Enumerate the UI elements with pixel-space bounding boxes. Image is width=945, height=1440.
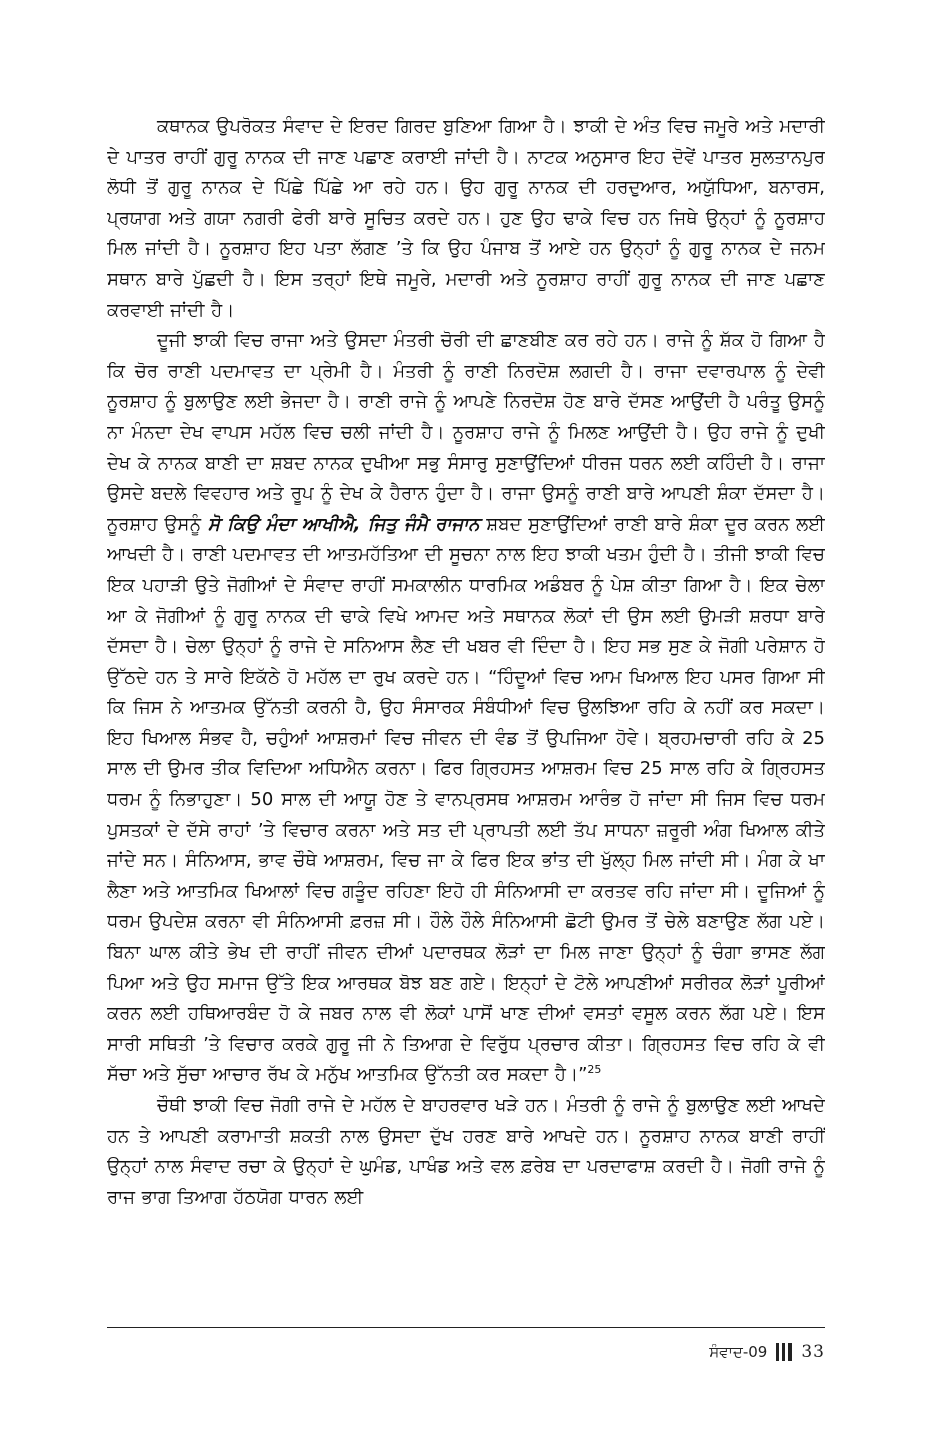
paragraph-3: ਚੌਥੀ ਝਾਕੀ ਵਿਚ ਜੋਗੀ ਰਾਜੇ ਦੇ ਮਹੱਲ ਦੇ ਬਾਹਰਵਾਰ ਖੜੇ ਹਨ। ਮੰਤਰੀ ਨੂੰ ਰਾਜੇ ਨੂੰ ਬੁਲਾਉਣ ਲਈ ਆਖਦੇ ਹਨ ਤੇ ਆਪਣੀ ਕਰਾਮਾਤੀ ਸ਼ਕਤੀ ਨਾਲ ਉਸਦਾ ਦੁੱਖ ਹਰਣ ਬਾਰੇ ਆਖਦੇ ਹਨ। ਨੂਰਸ਼ਾਹ ਨਾਨਕ ਬਾਣੀ ਰਾਹੀਂ ਉਨ੍ਹਾਂ ਨਾਲ ਸੰਵਾਦ ਰਚਾ ਕੇ ਉਨ੍ਹਾਂ ਦੇ ਘੁਮੰਡ, ਪਾਖੰਡ ਅਤੇ ਵਲ ਫ਼ਰੇਬ ਦਾ ਪਰਦਾਫਾਸ਼ ਕਰਦੀ ਹੈ। ਜੋਗੀ ਰਾਜੇ ਨੂੰ ਰਾਜ ਭਾਗ ਤਿਆਗ ਹੱਠਯੋਗ ਧਾਰਨ ਲਈ	[107, 1095, 825, 1208]
gurbani-quote: ਸੋ ਕਿਉ ਮੰਦਾ ਆਖੀਐ, ਜਿਤੁ ਜੰਮੈ ਰਾਜਾਨ	[207, 513, 480, 535]
bars-ornament-icon	[776, 1343, 792, 1361]
footnote-reference: 25	[587, 1063, 602, 1077]
page-footer	[709, 1340, 825, 1364]
paragraph-2-text-after: ਸ਼ਬਦ ਸੁਣਾਉਂਦਿਆਂ ਰਾਣੀ ਬਾਰੇ ਸ਼ੰਕਾ ਦੂਰ ਕਰਨ ਲਈ ਆਖਦੀ ਹੈ। ਰਾਣੀ ਪਦਮਾਵਤ ਦੀ ਆਤਮਹੱਤਿਆ ਦੀ ਸੂਚਨਾ ਨਾਲ ਇਹ ਝਾਕੀ ਖਤਮ ਹੁੰਦੀ ਹੈ। ਤੀਜੀ ਝਾਕੀ ਵਿਚ ਇਕ ਪਹਾੜੀ ਉਤੇ ਜੋਗੀਆਂ ਦੇ ਸੰਵਾਦ ਰਾਹੀਂ ਸਮਕਾਲੀਨ ਧਾਰਮਿਕ ਅਡੰਬਰ ਨੂੰ ਪੇਸ਼ ਕੀਤਾ ਗਿਆ ਹੈ। ਇਕ ਚੇਲਾ ਆ ਕੇ ਜੋਗੀਆਂ ਨੂੰ ਗੁਰੂ ਨਾਨਕ ਦੀ ਢਾਕੇ ਵਿਖੇ ਆਮਦ ਅਤੇ ਸਥਾਨਕ ਲੋਕਾਂ ਦੀ ਉਸ ਲਈ ਉਮੜੀ ਸ਼ਰਧਾ ਬਾਰੇ ਦੱਸਦਾ ਹੈ। ਚੇਲਾ ਉਨ੍ਹਾਂ ਨੂੰ ਰਾਜੇ ਦੇ ਸਨਿਆਸ ਲੈਣ ਦੀ ਖਬਰ ਵੀ ਦਿੰਦਾ ਹੈ। ਇਹ ਸਭ ਸੁਣ ਕੇ ਜੋਗੀ ਪਰੇਸ਼ਾਨ ਹੋ ਉੱਠਦੇ ਹਨ ਤੇ ਸਾਰੇ ਇਕੱਠੇ ਹੋ ਮਹੱਲ ਦਾ ਰੁਖ ਕਰਦੇ ਹਨ। “ਹਿੰਦੂਆਂ ਵਿਚ ਆਮ ਖਿਆਲ ਇਹ ਪਸਰ ਗਿਆ ਸੀ ਕਿ ਜਿਸ ਨੇ ਆਤਮਕ ਉੱਨਤੀ ਕਰਨੀ ਹੈ, ਉਹ ਸੰਸਾਰਕ ਸੰਬੰਧੀਆਂ ਵਿਚ ਉਲਝਿਆ ਰਹਿ ਕੇ ਨਹੀਂ ਕਰ ਸਕਦਾ। ਇਹ ਖਿਆਲ ਸੰਭਵ ਹੈ, ਚਹੁੰਆਂ ਆਸ਼ਰਮਾਂ ਵਿਚ ਜੀਵਨ ਦੀ ਵੰਡ ਤੋਂ ਉਪਜਿਆ ਹੋਵੇ। ਬ੍ਰਹਮਚਾਰੀ ਰਹਿ ਕੇ 25 ਸਾਲ ਦੀ ਉਮਰ ਤੀਕ ਵਿਦਿਆ ਅਧਿਐਨ ਕਰਨਾ। ਫਿਰ ਗ੍ਰਿਹਸਤ ਆਸ਼ਰਮ ਵਿਚ 25 ਸਾਲ ਰਹਿ ਕੇ ਗ੍ਰਿਹਸਤ ਧਰਮ ਨੂੰ ਨਿਭਾਹੁਣਾ। 50 ਸਾਲ ਦੀ ਆਯੂ ਹੋਣ ਤੇ ਵਾਨਪ੍ਰਸਥ ਆਸ਼ਰਮ ਆਰੰਭ ਹੋ ਜਾਂਦਾ ਸੀ ਜਿਸ ਵਿਚ ਧਰਮ ਪੁਸਤਕਾਂ ਦੇ ਦੱਸੇ ਰਾਹਾਂ ’ਤੇ ਵਿਚਾਰ ਕਰਨਾ ਅਤੇ ਸਤ ਦੀ ਪ੍ਰਾਪਤੀ ਲਈ ਤੱਪ ਸਾਧਨਾ ਜ਼ਰੂਰੀ ਅੰਗ ਖਿਆਲ ਕੀਤੇ ਜਾਂਦੇ ਸਨ। ਸੰਨਿਆਸ, ਭਾਵ ਚੌਥੇ ਆਸ਼ਰਮ, ਵਿਚ ਜਾ ਕੇ ਫਿਰ ਇਕ ਭਾਂਤ ਦੀ ਖੁੱਲ੍ਹ ਮਿਲ ਜਾਂਦੀ ਸੀ। ਮੰਗ ਕੇ ਖਾ ਲੈਣਾ ਅਤੇ ਆਤਮਿਕ ਖਿਆਲਾਂ ਵਿਚ ਗੜੂੰਦ ਰਹਿਣਾ ਇਹੋ ਹੀ ਸੰਨਿਆਸੀ ਦਾ ਕਰਤਵ ਰਹਿ ਜਾਂਦਾ ਸੀ। ਦੂਜਿਆਂ ਨੂੰ ਧਰਮ ਉਪਦੇਸ਼ ਕਰਨਾ ਵੀ ਸੰਨਿਆਸੀ ਫ਼ਰਜ਼ ਸੀ। ਹੌਲੇ ਹੌਲੇ ਸੰਨਿਆਸੀ ਛੋਟੀ ਉਮਰ ਤੋਂ ਚੇਲੇ ਬਣਾਉਣ ਲੱਗ ਪਏ। ਬਿਨਾ ਘਾਲ ਕੀਤੇ ਭੇਖ ਦੀ ਰਾਹੀਂ ਜੀਵਨ ਦੀਆਂ ਪਦਾਰਥਕ ਲੋੜਾਂ ਦਾ ਮਿਲ ਜਾਣਾ ਉਨ੍ਹਾਂ ਨੂੰ ਚੰਗਾ ਭਾਸਣ ਲੱਗ ਪਿਆ ਅਤੇ ਉਹ ਸਮਾਜ ਉੱਤੇ ਇਕ ਆਰਥਕ ਬੋਝ ਬਣ ਗਏ। ਇਨ੍ਹਾਂ ਦੇ ਟੋਲੇ ਆਪਣੀਆਂ ਸਰੀਰਕ ਲੋੜਾਂ ਪੂਰੀਆਂ ਕਰਨ ਲਈ ਹਥਿਆਰਬੰਦ ਹੋ ਕੇ ਜਬਰ ਨਾਲ ਵੀ ਲੋਕਾਂ ਪਾਸੋਂ ਖਾਣ ਦੀਆਂ ਵਸਤਾਂ ਵਸੂਲ ਕਰਨ ਲੱਗ ਪਏ। ਇਸ ਸਾਰੀ ਸਥਿਤੀ ’ਤੇ ਵਿਚਾਰ ਕਰਕੇ ਗੁਰੂ ਜੀ ਨੇ ਤਿਆਗ ਦੇ ਵਿਰੁੱਧ ਪ੍ਰਚਾਰ ਕੀਤਾ। ਗ੍ਰਿਹਸਤ ਵਿਚ ਰਹਿ ਕੇ ਵੀ ਸੱਚਾ ਅਤੇ ਸੁੱਚਾ ਆਚਾਰ ਰੱਖ ਕੇ ਮਨੁੱਖ ਆਤਮਿਕ ਉੱਨਤੀ ਕਰ ਸਕਦਾ ਹੈ।”	[107, 513, 825, 1086]
paragraph-2	[107, 326, 825, 1091]
page-body-text	[107, 112, 825, 1317]
page-number: 33	[801, 1342, 825, 1362]
paragraph-2-text-before: ਦੂਜੀ ਝਾਕੀ ਵਿਚ ਰਾਜਾ ਅਤੇ ਉਸਦਾ ਮੰਤਰੀ ਚੋਰੀ ਦੀ ਛਾਣਬੀਣ ਕਰ ਰਹੇ ਹਨ। ਰਾਜੇ ਨੂੰ ਸ਼ੱਕ ਹੋ ਗਿਆ ਹੈ ਕਿ ਚੋਰ ਰਾਣੀ ਪਦਮਾਵਤ ਦਾ ਪ੍ਰੇਮੀ ਹੈ। ਮੰਤਰੀ ਨੂੰ ਰਾਣੀ ਨਿਰਦੋਸ਼ ਲਗਦੀ ਹੈ। ਰਾਜਾ ਦਵਾਰਪਾਲ ਨੂੰ ਦੇਵੀ ਨੂਰਸ਼ਾਹ ਨੂੰ ਬੁਲਾਉਣ ਲਈ ਭੇਜਦਾ ਹੈ। ਰਾਣੀ ਰਾਜੇ ਨੂੰ ਆਪਣੇ ਨਿਰਦੋਸ਼ ਹੋਣ ਬਾਰੇ ਦੱਸਣ ਆਉਂਦੀ ਹੈ ਪਰੰਤੂ ਉਸਨੂੰ ਨਾ ਮੰਨਦਾ ਦੇਖ ਵਾਪਸ ਮਹੱਲ ਵਿਚ ਚਲੀ ਜਾਂਦੀ ਹੈ। ਨੂਰਸ਼ਾਹ ਰਾਜੇ ਨੂੰ ਮਿਲਣ ਆਉਂਦੀ ਹੈ। ਉਹ ਰਾਜੇ ਨੂੰ ਦੁਖੀ ਦੇਖ ਕੇ ਨਾਨਕ ਬਾਣੀ ਦਾ ਸ਼ਬਦ ਨਾਨਕ ਦੁਖੀਆ ਸਭੁ ਸੰਸਾਰੁ ਸੁਣਾਉਂਦਿਆਂ ਧੀਰਜ ਧਰਨ ਲਈ ਕਹਿੰਦੀ ਹੈ। ਰਾਜਾ ਉਸਦੇ ਬਦਲੇ ਵਿਵਹਾਰ ਅਤੇ ਰੂਪ ਨੂੰ ਦੇਖ ਕੇ ਹੈਰਾਨ ਹੁੰਦਾ ਹੈ। ਰਾਜਾ ਉਸਨੂੰ ਰਾਣੀ ਬਾਰੇ ਆਪਣੀ ਸ਼ੰਕਾ ਦੱਸਦਾ ਹੈ। ਨੂਰਸ਼ਾਹ ਉਸਨੂੰ	[107, 330, 825, 535]
footer-rule	[107, 1327, 825, 1328]
running-title: ਸੰਵਾਦ-09	[709, 1343, 768, 1361]
paragraph-1: ਕਥਾਨਕ ਉਪਰੋਕਤ ਸੰਵਾਦ ਦੇ ਇਰਦ ਗਿਰਦ ਬੁਣਿਆ ਗਿਆ ਹੈ। ਝਾਕੀ ਦੇ ਅੰਤ ਵਿਚ ਜਮੂਰੇ ਅਤੇ ਮਦਾਰੀ ਦੇ ਪਾਤਰ ਰਾਹੀਂ ਗੁਰੂ ਨਾਨਕ ਦੀ ਜਾਣ ਪਛਾਣ ਕਰਾਈ ਜਾਂਦੀ ਹੈ। ਨਾਟਕ ਅਨੁਸਾਰ ਇਹ ਦੋਵੇਂ ਪਾਤਰ ਸੁਲਤਾਨਪੁਰ ਲੋਧੀ ਤੋਂ ਗੁਰੂ ਨਾਨਕ ਦੇ ਪਿੱਛੇ ਪਿੱਛੇ ਆ ਰਹੇ ਹਨ। ਉਹ ਗੁਰੂ ਨਾਨਕ ਦੀ ਹਰਦੁਆਰ, ਅਯੁੱਧਿਆ, ਬਨਾਰਸ, ਪ੍ਰਯਾਗ ਅਤੇ ਗਯਾ ਨਗਰੀ ਫੇਰੀ ਬਾਰੇ ਸੂਚਿਤ ਕਰਦੇ ਹਨ। ਹੁਣ ਉਹ ਢਾਕੇ ਵਿਚ ਹਨ ਜਿਥੇ ਉਨ੍ਹਾਂ ਨੂੰ ਨੂਰਸ਼ਾਹ ਮਿਲ ਜਾਂਦੀ ਹੈ। ਨੂਰਸ਼ਾਹ ਇਹ ਪਤਾ ਲੱਗਣ ’ਤੇ ਕਿ ਉਹ ਪੰਜਾਬ ਤੋਂ ਆਏ ਹਨ ਉਨ੍ਹਾਂ ਨੂੰ ਗੁਰੂ ਨਾਨਕ ਦੇ ਜਨਮ ਸਥਾਨ ਬਾਰੇ ਪੁੱਛਦੀ ਹੈ। ਇਸ ਤਰ੍ਹਾਂ ਇਥੇ ਜਮੂਰੇ, ਮਦਾਰੀ ਅਤੇ ਨੂਰਸ਼ਾਹ ਰਾਹੀਂ ਗੁਰੂ ਨਾਨਕ ਦੀ ਜਾਣ ਪਛਾਣ ਕਰਵਾਈ ਜਾਂਦੀ ਹੈ।	[107, 116, 825, 321]
